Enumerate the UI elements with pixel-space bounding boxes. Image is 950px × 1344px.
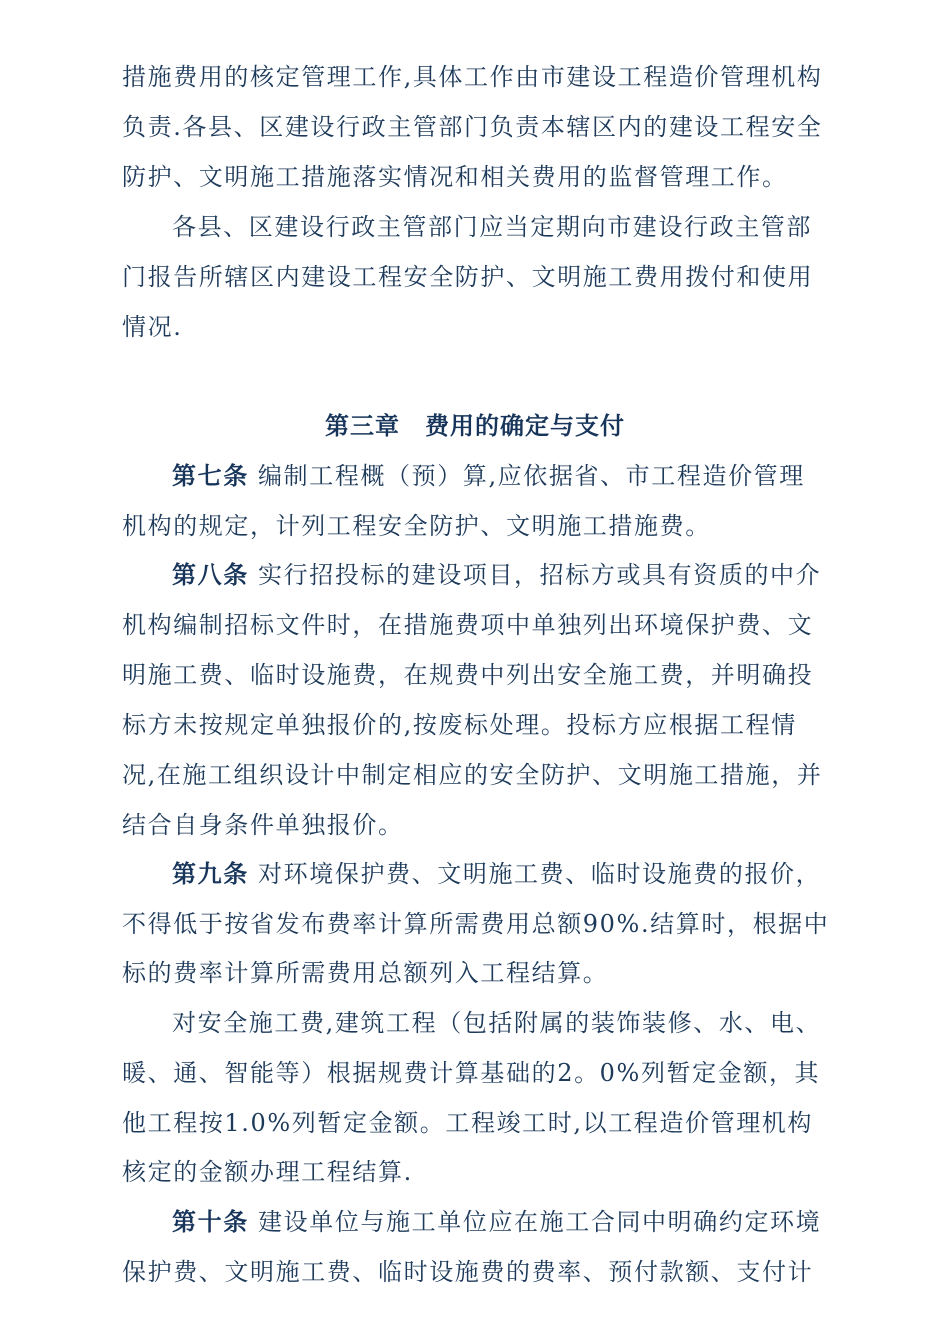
article-10-first-line — [172, 1202, 882, 1242]
text-line: 防护、文明施工措施落实情况和相关费用的监督管理工作。 — [122, 163, 788, 191]
article-8-first-line — [172, 555, 882, 595]
text-line: 各县、区建设行政主管部门应当定期向市建设行政主管部 — [172, 213, 812, 241]
text-line: 标的费率计算所需费用总额列入工程结算。 — [122, 959, 609, 987]
text-line: 保护费、文明施工费、临时设施费的费率、预付款额、支付计 — [122, 1258, 814, 1286]
text-line: 机构的规定，计列工程安全防护、文明施工措施费。 — [122, 512, 711, 540]
text-line: 核定的金额办理工程结算. — [122, 1158, 413, 1186]
article-label: 第八条 — [172, 560, 249, 589]
text-line: 机构编制招标文件时，在措施费项中单独列出环境保护费、文 — [122, 611, 814, 639]
text-line: 况,在施工组织设计中制定相应的安全防护、文明施工措施，并 — [122, 761, 823, 789]
chapter-title: 第三章 费用的确定与支付 — [325, 412, 625, 440]
article-7-first-line — [172, 456, 882, 496]
article-text: 编制工程概（预）算,应依据省、市工程造价管理 — [248, 462, 805, 490]
text-line: 明施工费、临时设施费，在规费中列出安全施工费，并明确投 — [122, 661, 814, 689]
article-label: 第十条 — [172, 1207, 249, 1236]
article-text: 实行招投标的建设项目，招标方或具有资质的中介 — [248, 561, 822, 589]
article-text: 建设单位与施工单位应在施工合同中明确约定环境 — [248, 1208, 822, 1236]
text-line: 对安全施工费,建筑工程（包括附属的装饰装修、水、电、 — [172, 1009, 822, 1037]
article-label: 第九条 — [172, 859, 249, 888]
article-label: 第七条 — [172, 461, 249, 490]
text-line: 暖、通、智能等）根据规费计算基础的2。0%列暂定金额，其 — [122, 1059, 821, 1087]
article-text: 对环境保护费、文明施工费、临时设施费的报价， — [248, 860, 822, 888]
text-line: 负责.各县、区建设行政主管部门负责本辖区内的建设工程安全 — [122, 113, 823, 141]
text-line: 措施费用的核定管理工作,具体工作由市建设工程造价管理机构 — [122, 63, 823, 91]
text-line: 结合自身条件单独报价。 — [122, 811, 404, 839]
article-9-first-line — [172, 854, 882, 894]
text-line: 门报告所辖区内建设工程安全防护、文明施工费用拨付和使用 — [122, 263, 814, 291]
text-line: 不得低于按省发布费率计算所需费用总额90%.结算时，根据中 — [122, 910, 830, 938]
text-line: 标方未按规定单独报价的,按废标处理。投标方应根据工程情 — [122, 711, 797, 739]
text-line: 他工程按1.0%列暂定金额。工程竣工时,以工程造价管理机构 — [122, 1109, 813, 1137]
text-line: 情况. — [122, 313, 183, 341]
